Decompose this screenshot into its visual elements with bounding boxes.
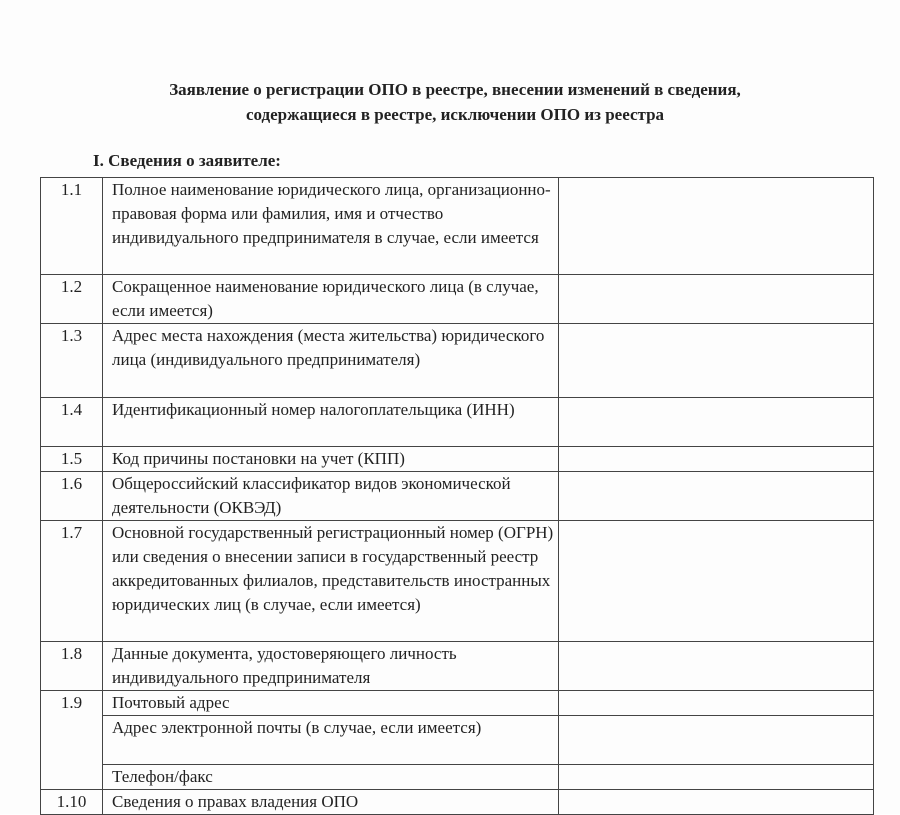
- table-row: [41, 521, 874, 642]
- row-number: 1.10: [41, 790, 103, 815]
- table-row: [41, 716, 874, 765]
- row-description: Основной государственный регистрационный номер (ОГРН) или сведения о внесении записи в государственный реестр аккредитованных филиалов, представительств иностранных юридических лиц (в случае, если имеется): [103, 521, 559, 642]
- row-value-cell[interactable]: [559, 765, 874, 790]
- row-value-cell[interactable]: [559, 716, 874, 765]
- row-number: 1.4: [41, 398, 103, 447]
- row-number: [41, 716, 103, 765]
- row-value-cell[interactable]: [559, 790, 874, 815]
- table-row: [41, 275, 874, 324]
- row-value-cell[interactable]: [559, 178, 874, 275]
- row-number: 1.2: [41, 275, 103, 324]
- row-value-cell[interactable]: [559, 691, 874, 716]
- row-number: 1.9: [41, 691, 103, 716]
- row-number: 1.3: [41, 324, 103, 398]
- section-heading: I. Сведения о заявителе:: [93, 151, 281, 170]
- document-title-line-1: Заявление о регистрации ОПО в реестре, внесении изменений в сведения,: [169, 80, 741, 99]
- row-description: Почтовый адрес: [103, 691, 559, 716]
- applicant-info-table: [40, 177, 874, 815]
- table-row: [41, 398, 874, 447]
- row-description: Общероссийский классификатор видов экономической деятельности (ОКВЭД): [103, 472, 559, 521]
- table-row: [41, 447, 874, 472]
- table-row: [41, 691, 874, 716]
- table-row: [41, 472, 874, 521]
- row-value-cell[interactable]: [559, 324, 874, 398]
- row-description: Сокращенное наименование юридического лица (в случае, если имеется): [103, 275, 559, 324]
- document-title-line-2: содержащиеся в реестре, исключении ОПО из реестра: [245, 105, 665, 124]
- table-row: [41, 178, 874, 275]
- row-number: 1.7: [41, 521, 103, 642]
- row-number: 1.8: [41, 642, 103, 691]
- row-number: 1.6: [41, 472, 103, 521]
- row-number: 1.1: [41, 178, 103, 275]
- table-row: [41, 642, 874, 691]
- row-description: Телефон/факс: [103, 765, 559, 790]
- row-description: Адрес электронной почты (в случае, если имеется): [103, 716, 559, 765]
- row-number: 1.5: [41, 447, 103, 472]
- row-value-cell[interactable]: [559, 275, 874, 324]
- row-description: Идентификационный номер налогоплательщика (ИНН): [103, 398, 559, 447]
- row-description: Полное наименование юридического лица, организационно-правовая форма или фамилия, имя и отчество индивидуального предпринимателя в случае, если имеется: [103, 178, 559, 275]
- table-row: [41, 324, 874, 398]
- row-description: Код причины постановки на учет (КПП): [103, 447, 559, 472]
- table-row: [41, 765, 874, 790]
- row-value-cell[interactable]: [559, 447, 874, 472]
- row-description: Сведения о правах владения ОПО: [103, 790, 559, 815]
- row-value-cell[interactable]: [559, 398, 874, 447]
- row-number: [41, 765, 103, 790]
- row-description: Данные документа, удостоверяющего личность индивидуального предпринимателя: [103, 642, 559, 691]
- table-row: [41, 790, 874, 815]
- row-value-cell[interactable]: [559, 521, 874, 642]
- row-description: Адрес места нахождения (места жительства) юридического лица (индивидуального предпринимателя): [103, 324, 559, 398]
- row-value-cell[interactable]: [559, 642, 874, 691]
- row-value-cell[interactable]: [559, 472, 874, 521]
